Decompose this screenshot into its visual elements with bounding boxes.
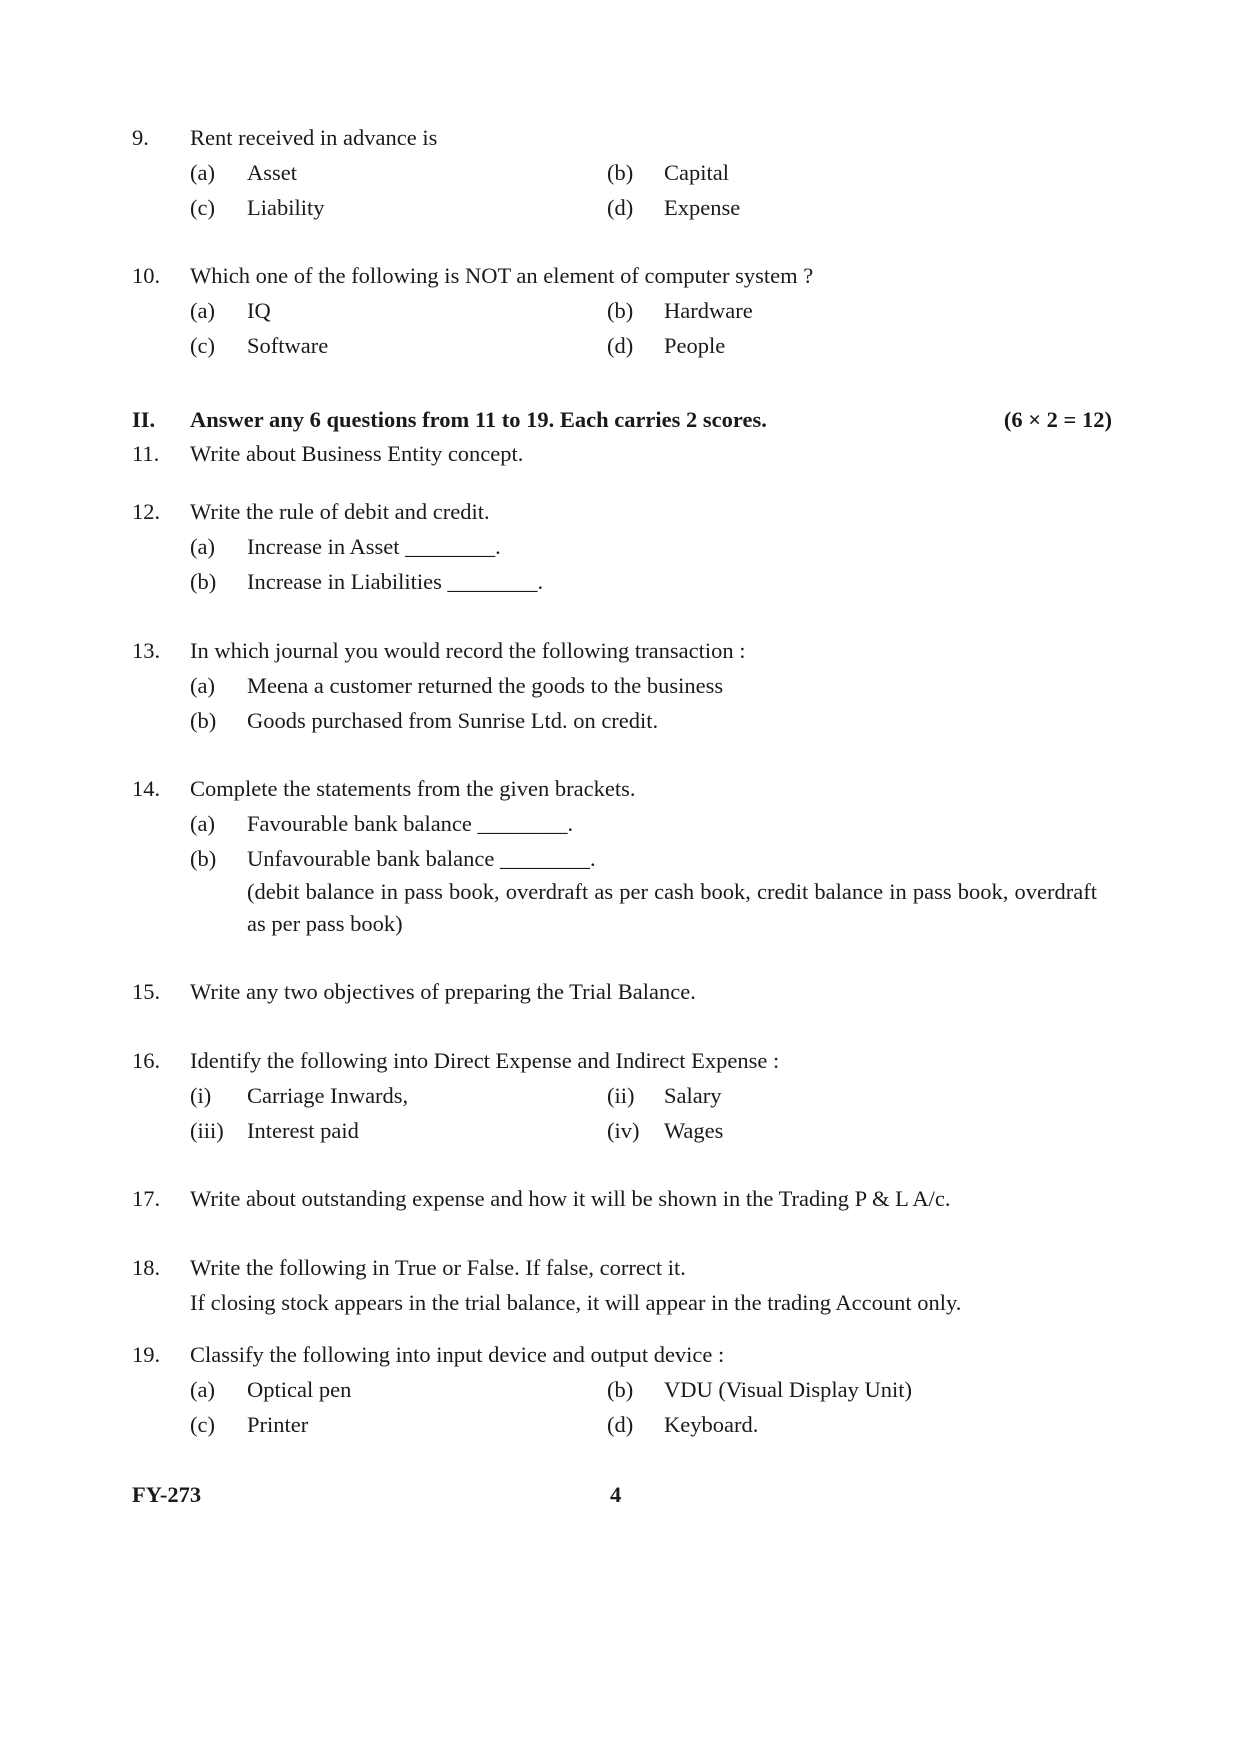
question-number: 14. bbox=[132, 776, 161, 801]
question-17 bbox=[132, 1181, 1092, 1216]
question-number: 9. bbox=[132, 125, 149, 150]
bracket-options bbox=[247, 876, 1097, 940]
option-label: (c) bbox=[190, 333, 215, 358]
option-label: (b) bbox=[607, 1377, 634, 1402]
question-number: 16. bbox=[132, 1048, 161, 1073]
option-row bbox=[132, 293, 1092, 328]
option-label: (d) bbox=[607, 1412, 634, 1437]
option-label: (d) bbox=[607, 333, 634, 358]
item-label: (b) bbox=[190, 846, 217, 871]
question-text: Classify the following into input device and output device : bbox=[190, 1342, 725, 1367]
option-label: (b) bbox=[607, 298, 634, 323]
item-label: (a) bbox=[190, 534, 215, 559]
option-label: (a) bbox=[190, 160, 215, 185]
question-text: Rent received in advance is bbox=[190, 125, 438, 150]
option-row bbox=[132, 1113, 1092, 1148]
item-row bbox=[132, 529, 1092, 564]
option-label: (b) bbox=[607, 160, 634, 185]
question-16 bbox=[132, 1043, 1092, 1148]
option-text: VDU (Visual Display Unit) bbox=[664, 1377, 912, 1402]
option-text: Interest paid bbox=[247, 1118, 359, 1143]
question-18 bbox=[132, 1250, 1092, 1320]
option-label: (ii) bbox=[607, 1083, 635, 1108]
option-row bbox=[132, 155, 1092, 190]
question-text: Write about Business Entity concept. bbox=[190, 441, 524, 466]
question-text: Write the rule of debit and credit. bbox=[190, 499, 490, 524]
option-label: (iv) bbox=[607, 1118, 640, 1143]
option-text: Optical pen bbox=[247, 1377, 352, 1402]
question-text: In which journal you would record the following transaction : bbox=[190, 638, 746, 663]
question-19 bbox=[132, 1337, 1092, 1442]
option-row bbox=[132, 190, 1092, 225]
item-text: Goods purchased from Sunrise Ltd. on credit. bbox=[247, 708, 659, 733]
question-text-line-2: If closing stock appears in the trial balance, it will appear in the trading Account only. bbox=[190, 1290, 962, 1315]
question-number: 19. bbox=[132, 1342, 161, 1367]
question-10 bbox=[132, 258, 1092, 363]
question-number: 15. bbox=[132, 979, 161, 1004]
item-row bbox=[132, 564, 1092, 599]
section-score: (6 × 2 = 12) bbox=[1003, 407, 1112, 432]
bracket-options-text: (debit balance in pass book, overdraft as per cash book, credit balance in pass book, overdraft as per pass book) bbox=[247, 879, 1097, 936]
item-text: Meena a customer returned the goods to the business bbox=[247, 673, 724, 698]
item-text: Increase in Liabilities ________. bbox=[247, 569, 544, 594]
option-label: (iii) bbox=[190, 1118, 224, 1143]
option-row bbox=[132, 1407, 1092, 1442]
item-text: Unfavourable bank balance ________. bbox=[247, 846, 596, 871]
question-14 bbox=[132, 771, 1097, 940]
option-label: (d) bbox=[607, 195, 634, 220]
item-row bbox=[132, 668, 1092, 703]
option-text: Expense bbox=[664, 195, 741, 220]
paper-code: FY-273 bbox=[132, 1482, 202, 1507]
question-number: 10. bbox=[132, 263, 161, 288]
page-number: 4 bbox=[610, 1482, 622, 1507]
option-text: Wages bbox=[664, 1118, 724, 1143]
question-13 bbox=[132, 633, 1092, 738]
option-label: (a) bbox=[190, 298, 215, 323]
option-text: Salary bbox=[664, 1083, 722, 1108]
item-row bbox=[132, 703, 1092, 738]
option-row bbox=[132, 1372, 1092, 1407]
item-text: Favourable bank balance ________. bbox=[247, 811, 574, 836]
question-text: Write about outstanding expense and how it will be shown in the Trading P & L A/c. bbox=[190, 1186, 951, 1211]
question-11 bbox=[132, 436, 1092, 471]
item-text: Increase in Asset ________. bbox=[247, 534, 501, 559]
option-row bbox=[132, 1078, 1092, 1113]
question-number: 11. bbox=[132, 441, 160, 466]
question-15 bbox=[132, 974, 1092, 1009]
question-number: 17. bbox=[132, 1186, 161, 1211]
option-label: (c) bbox=[190, 195, 215, 220]
item-row bbox=[132, 806, 1092, 841]
option-text: Software bbox=[247, 333, 329, 358]
option-label: (i) bbox=[190, 1083, 212, 1108]
question-text: Identify the following into Direct Expense and Indirect Expense : bbox=[190, 1048, 780, 1073]
item-label: (b) bbox=[190, 708, 217, 733]
item-label: (a) bbox=[190, 811, 215, 836]
section-number: II. bbox=[132, 407, 156, 432]
question-number: 13. bbox=[132, 638, 161, 663]
option-text: Printer bbox=[247, 1412, 309, 1437]
option-text: Asset bbox=[247, 160, 297, 185]
question-text: Complete the statements from the given brackets. bbox=[190, 776, 636, 801]
option-text: Carriage Inwards, bbox=[247, 1083, 409, 1108]
section-instruction: Answer any 6 questions from 11 to 19. Each carries 2 scores. bbox=[190, 407, 767, 432]
option-row bbox=[132, 328, 1092, 363]
question-text: Write the following in True or False. If false, correct it. bbox=[190, 1255, 686, 1280]
question-9 bbox=[132, 120, 1092, 225]
section-heading bbox=[132, 402, 1112, 437]
option-text: Capital bbox=[664, 160, 729, 185]
question-12 bbox=[132, 494, 1092, 599]
option-label: (a) bbox=[190, 1377, 215, 1402]
question-text: Which one of the following is NOT an element of computer system ? bbox=[190, 263, 814, 288]
option-text: Liability bbox=[247, 195, 325, 220]
option-text: Keyboard. bbox=[664, 1412, 759, 1437]
question-text: Write any two objectives of preparing the Trial Balance. bbox=[190, 979, 696, 1004]
item-row bbox=[132, 841, 1092, 876]
option-text: Hardware bbox=[664, 298, 753, 323]
question-number: 18. bbox=[132, 1255, 161, 1280]
item-label: (a) bbox=[190, 673, 215, 698]
option-text: People bbox=[664, 333, 726, 358]
item-label: (b) bbox=[190, 569, 217, 594]
option-label: (c) bbox=[190, 1412, 215, 1437]
option-text: IQ bbox=[247, 298, 271, 323]
question-number: 12. bbox=[132, 499, 161, 524]
